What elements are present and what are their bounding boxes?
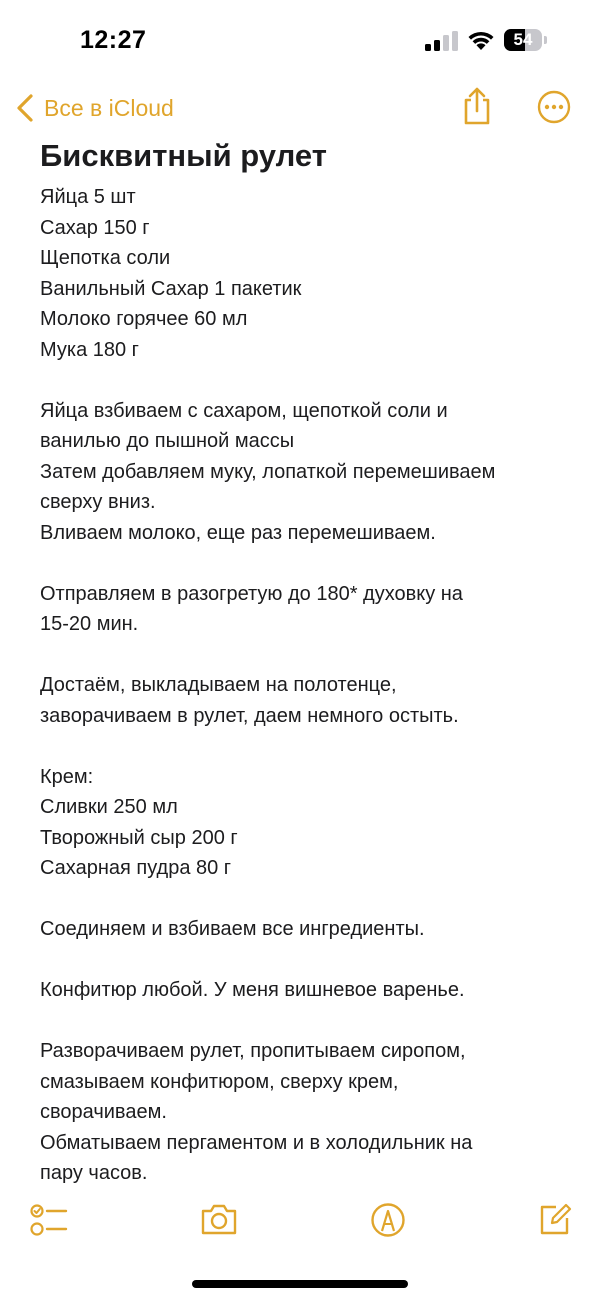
note-line[interactable]: заворачиваем в рулет, даем немного остыть.: [40, 704, 459, 727]
note-line[interactable]: ванилью до пышной массы: [40, 430, 295, 452]
wifi-icon: [466, 29, 496, 51]
note-title[interactable]: Бисквитный рулет: [40, 138, 327, 173]
battery-percent: 54: [513, 30, 533, 49]
note-line[interactable]: Обматываем пергаментом и в холодильник на: [40, 1131, 473, 1154]
share-icon[interactable]: [459, 86, 495, 126]
note-line[interactable]: Крем:: [40, 765, 94, 788]
blank-line[interactable]: [40, 640, 570, 671]
note-line[interactable]: пару часов.: [40, 1162, 148, 1184]
note-line[interactable]: Разворачиваем рулет, пропитываем сиропом,: [40, 1040, 466, 1062]
back-button[interactable]: [14, 88, 174, 128]
note-line[interactable]: Мука 180 г: [40, 338, 139, 361]
note-line[interactable]: Вливаем молоко, еще раз перемешиваем.: [40, 521, 436, 544]
note-line[interactable]: смазываем конфитюром, сверху крем,: [40, 1070, 399, 1093]
note-line[interactable]: Сахар 150 г: [40, 216, 150, 239]
note-line[interactable]: сворачиваем.: [40, 1101, 167, 1123]
note-line[interactable]: Щепотка соли: [40, 247, 171, 269]
note-line[interactable]: Творожный сыр 200 г: [40, 826, 238, 849]
more-icon[interactable]: [537, 90, 571, 124]
note-line[interactable]: Конфитюр любой. У меня вишневое варенье.: [40, 979, 465, 1001]
blank-line[interactable]: [40, 365, 570, 396]
bottom-toolbar: [0, 1190, 600, 1260]
note-line[interactable]: сверху вниз.: [40, 491, 156, 513]
blank-line[interactable]: [40, 945, 570, 976]
camera-icon[interactable]: [200, 1202, 238, 1236]
note-line[interactable]: Ванильный Сахар 1 пакетик: [40, 277, 302, 300]
cellular-signal-icon: [425, 31, 459, 51]
markup-pen-icon[interactable]: [370, 1202, 406, 1238]
note-line[interactable]: Отправляем в разогретую до 180* духовку на: [40, 582, 463, 605]
checklist-icon[interactable]: [30, 1202, 68, 1238]
note-line[interactable]: 15-20 мин.: [40, 613, 139, 635]
blank-line[interactable]: [40, 548, 570, 579]
blank-line[interactable]: [40, 884, 570, 915]
note-body[interactable]: [40, 136, 570, 1189]
blank-line[interactable]: [40, 1006, 570, 1037]
status-time: 12:27: [80, 26, 147, 54]
note-line[interactable]: Сахарная пудра 80 г: [40, 857, 232, 879]
note-line[interactable]: Яйца 5 шт: [40, 186, 136, 208]
note-line[interactable]: Затем добавляем муку, лопаткой перемешиваем: [40, 460, 496, 483]
note-line[interactable]: Молоко горячее 60 мл: [40, 308, 248, 330]
status-bar: [0, 0, 600, 80]
chevron-left-icon: [14, 93, 36, 123]
battery-icon: [504, 29, 548, 51]
home-indicator[interactable]: [192, 1280, 408, 1288]
nav-bar: [0, 80, 600, 136]
note-line[interactable]: Соединяем и взбиваем все ингредиенты.: [40, 918, 425, 940]
note-line[interactable]: Достаём, выкладываем на полотенце,: [40, 674, 397, 696]
note-line[interactable]: Яйца взбиваем с сахаром, щепоткой соли и: [40, 399, 448, 422]
note-text[interactable]: [40, 182, 570, 1189]
note-line[interactable]: Сливки 250 мл: [40, 796, 178, 818]
back-button-label: Все в iCloud: [44, 94, 174, 121]
compose-icon[interactable]: [538, 1202, 572, 1236]
blank-line[interactable]: [40, 731, 570, 762]
